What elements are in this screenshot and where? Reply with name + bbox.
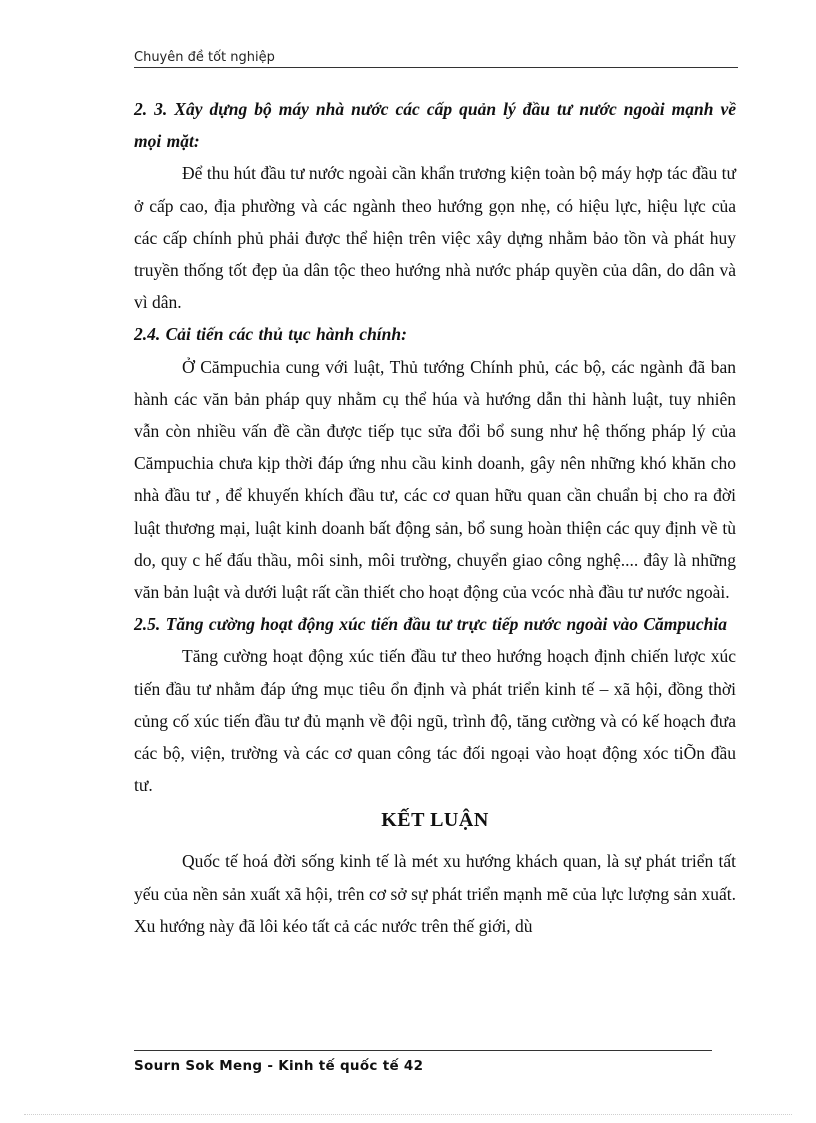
footer-divider — [134, 1050, 712, 1051]
conclusion-title: KẾT LUẬN — [381, 809, 489, 832]
header-title: Chuyên đề tốt nghiệp — [134, 50, 275, 65]
page-footer — [134, 1058, 423, 1074]
footer-author: Sourn Sok Meng - Kinh tế quốc tế 42 — [134, 1058, 424, 1074]
section-heading-2-3: 2. 3. Xây dựng bộ máy nhà nước các cấp quản lý đầu tư nước ngoài mạnh về mọi mặt: — [134, 99, 736, 152]
page-header — [134, 50, 738, 68]
section-paragraph-2-3: Để thu hút đầu tư nước ngoài cần khẩn trương kiện toàn bộ máy hợp tác đầu tư ở cấp cao, địa phường và các ngành theo hướng gọn nhẹ, có hiệu lực, hiệu lực của các cấp chính phủ phải được thể hiện trên việc xây dựng nhằm bảo tồn và phát huy truyền thống tốt đẹp ủa dân tộc theo hướng nhà nước pháp quyền của dân, do dân và vì dân. — [134, 163, 736, 313]
page-break-line — [24, 1114, 792, 1115]
section-paragraph-2-5: Tăng cường hoạt động xúc tiến đầu tư theo hướng hoạch định chiến lược xúc tiến đầu tư nhằm đáp ứng mục tiêu ổn định và phát triển kinh tế – xã hội, đồng thời củng cố xúc tiến đầu tư đủ mạnh về đội ngũ, trình độ, tăng cường và có kế hoạch đưa các bộ, viện, trường và các cơ quan công tác đối ngoại vào hoạt động xóc tiÕn đầu tư. — [134, 646, 736, 796]
conclusion-paragraph: Quốc tế hoá đời sống kinh tế là mét xu hướng khách quan, là sự phát triển tất yếu của nền sản xuất xã hội, trên cơ sở sự phát triển mạnh mẽ của lực lượng sản xuất. Xu hướng này đã lôi kéo tất cả các nước trên thế giới, dù — [134, 851, 736, 936]
document-body — [134, 93, 736, 942]
section-heading-2-5: 2.5. Tăng cường hoạt động xúc tiến đầu tư trực tiếp nước ngoài vào Cămpuchia — [134, 614, 727, 635]
section-paragraph-2-4: Ở Cămpuchia cung với luật, Thủ tướng Chính phủ, các bộ, các ngành đã ban hành các văn bản pháp quy nhằm cụ thể húa và hướng dẫn thi hành luật, tuy nhiên vẫn còn nhiều vấn đề cần được tiếp tục sửa đổi bổ sung như hệ thống pháp lý của Cămpuchia chưa kịp thời đáp ứng nhu cầu kinh doanh, gây nên những khó khăn cho nhà đầu tư , để khuyến khích đầu tư, các cơ quan hữu quan cần chuẩn bị cho ra đời luật thương mại, luật kinh doanh bất động sản, bổ sung hoàn thiện các quy định về tù do, quy c hế đấu thầu, môi sinh, môi trường, chuyển giao công nghệ.... đây là những văn bản luật và dưới luật rất cần thiết cho hoạt động của vcóc nhà đầu tư nước ngoài. — [134, 356, 736, 603]
section-heading-2-4: 2.4. Cải tiến các thủ tục hành chính: — [134, 324, 407, 345]
